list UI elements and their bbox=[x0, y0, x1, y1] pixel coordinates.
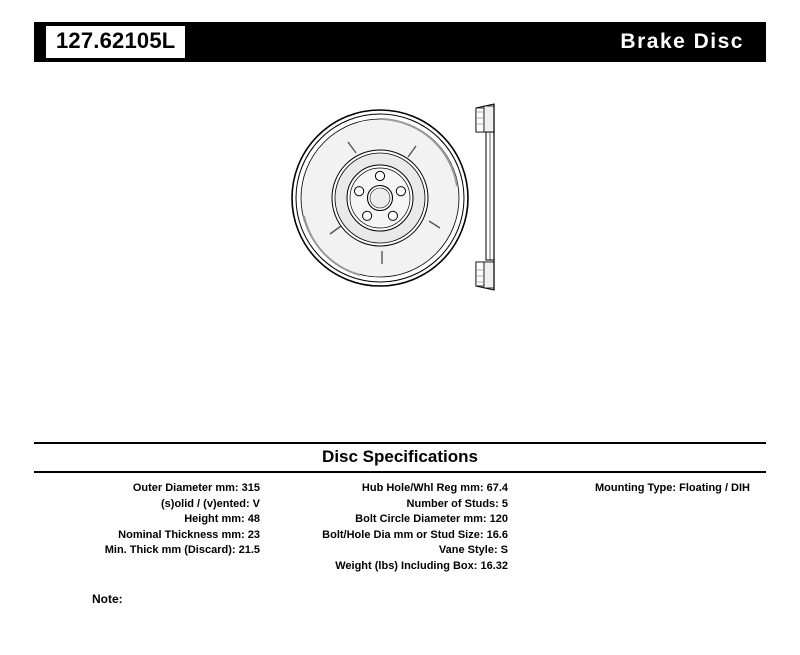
brake-rotor-edge-view-icon bbox=[464, 102, 524, 297]
spec-section-title: Disc Specifications bbox=[322, 447, 478, 466]
spec-item: Bolt/Hole Dia mm or Stud Size: 16.6 bbox=[322, 528, 508, 541]
disc-specifications bbox=[34, 442, 766, 606]
part-number: 127.62105L bbox=[46, 26, 185, 57]
spec-item: Height mm: 48 bbox=[184, 513, 260, 525]
spec-column-1 bbox=[34, 481, 266, 574]
spec-item: (s)olid / (v)ented: V bbox=[161, 497, 260, 510]
spec-item: Nominal Thickness mm: 23 bbox=[118, 528, 260, 541]
product-drawing bbox=[34, 80, 766, 420]
spec-column-3 bbox=[514, 481, 766, 574]
spec-item: Min. Thick mm (Discard): 21.5 bbox=[104, 544, 260, 556]
spec-item: Weight (lbs) Including Box: 16.32 bbox=[335, 559, 508, 572]
spec-item: Vane Style: S bbox=[438, 544, 508, 556]
spec-item: Mounting Type: Floating / DIH bbox=[595, 482, 750, 494]
spec-item: Bolt Circle Diameter mm: 120 bbox=[355, 513, 508, 525]
header-bar bbox=[34, 22, 766, 62]
spec-item: Hub Hole/Whl Reg mm: 67.4 bbox=[361, 482, 508, 494]
spec-column-2 bbox=[266, 481, 514, 574]
note-label: Note: bbox=[92, 592, 123, 606]
page-title: Brake Disc bbox=[620, 30, 744, 53]
brake-rotor-front-view-icon bbox=[290, 108, 470, 293]
spec-item: Number of Studs: 5 bbox=[406, 497, 508, 510]
spec-title-bar bbox=[34, 444, 766, 470]
spec-divider-bottom bbox=[34, 471, 766, 473]
spec-columns bbox=[34, 481, 766, 574]
spec-item: Outer Diameter mm: 315 bbox=[132, 482, 260, 494]
